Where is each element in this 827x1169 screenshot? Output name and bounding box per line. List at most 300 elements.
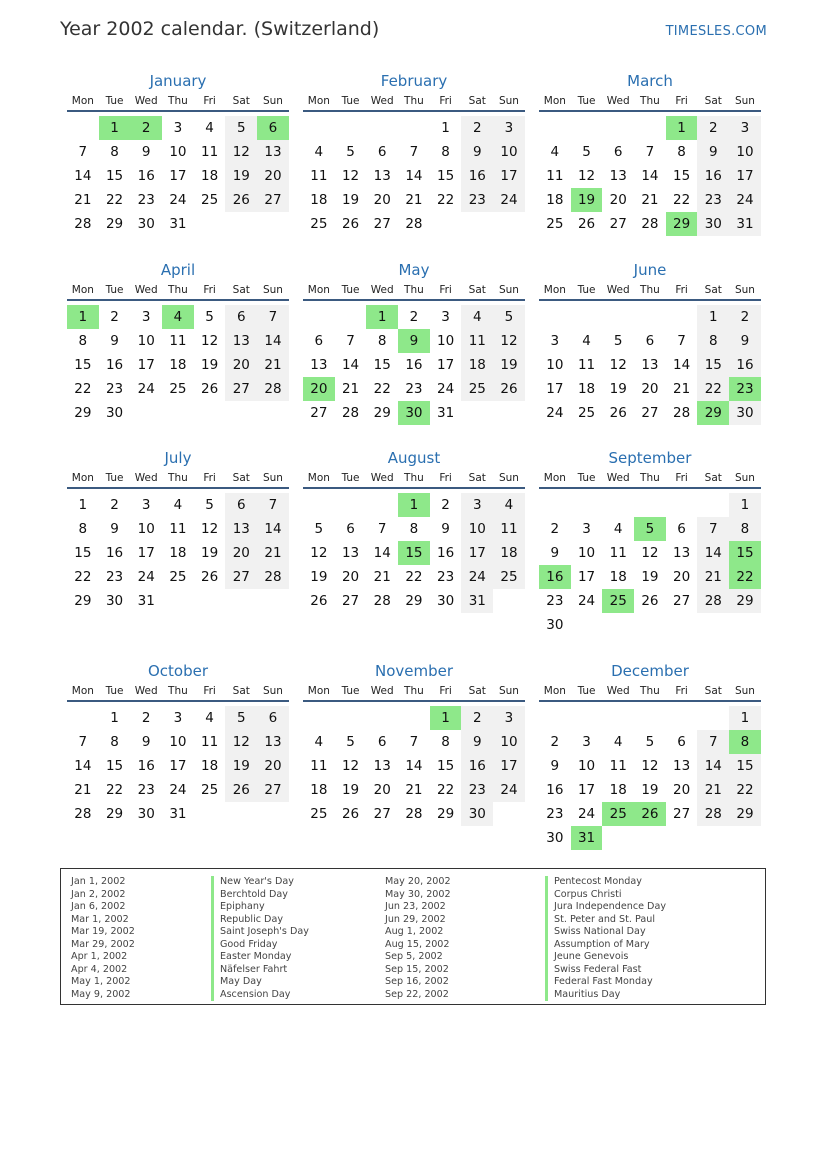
day-cell: 16 bbox=[405, 357, 423, 373]
day-cell: 10 bbox=[493, 140, 525, 164]
day-cell: 1 bbox=[78, 497, 88, 513]
empty-cell bbox=[571, 706, 603, 730]
legend-holiday-name: Assumption of Mary bbox=[545, 939, 650, 952]
legend-date: May 9, 2002 bbox=[71, 988, 131, 1000]
weekday-header bbox=[539, 281, 761, 301]
day-cell: 25 bbox=[169, 569, 187, 585]
day-cell: 11 bbox=[609, 758, 627, 774]
day-cell: 12 bbox=[225, 140, 257, 164]
empty-cell bbox=[539, 493, 571, 517]
holiday-legend bbox=[60, 868, 766, 1005]
legend-holiday-name: May Day bbox=[211, 976, 262, 989]
day-cell: 15 bbox=[673, 168, 691, 184]
day-cell: 5 bbox=[493, 305, 525, 329]
day-cell: 7 bbox=[257, 493, 289, 517]
day-grid bbox=[67, 116, 289, 236]
day-cell: 30 bbox=[105, 405, 124, 421]
day-cell: 14 bbox=[673, 357, 691, 373]
day-cell: 18 bbox=[310, 782, 328, 798]
day-cell: 4 bbox=[314, 734, 324, 750]
empty-cell bbox=[130, 401, 162, 425]
day-cell: 3 bbox=[173, 710, 183, 726]
weekday-label: Fri bbox=[675, 284, 688, 296]
day-cell: 15 bbox=[105, 758, 124, 774]
weekday-header bbox=[539, 682, 761, 702]
day-cell: 3 bbox=[493, 116, 525, 140]
weekday-label: Wed bbox=[370, 95, 394, 107]
day-cell: 18 bbox=[201, 758, 219, 774]
empty-cell bbox=[225, 589, 257, 613]
day-cell: 2 bbox=[729, 305, 761, 329]
day-cell: 24 bbox=[137, 381, 155, 397]
day-cell: 29 bbox=[74, 405, 92, 421]
empty-cell bbox=[571, 613, 603, 637]
day-cell: 6 bbox=[645, 333, 655, 349]
day-cell: 3 bbox=[141, 497, 151, 513]
day-cell: 2 bbox=[141, 710, 151, 726]
weekday-label: Wed bbox=[370, 284, 394, 296]
empty-cell bbox=[697, 493, 729, 517]
day-cell: 13 bbox=[373, 758, 391, 774]
day-cell: 5 bbox=[314, 521, 324, 537]
day-cell: 18 bbox=[609, 569, 627, 585]
weekday-label: Mon bbox=[307, 472, 330, 484]
empty-cell bbox=[67, 116, 99, 140]
weekday-label: Sun bbox=[498, 284, 519, 296]
empty-cell bbox=[571, 116, 603, 140]
day-cell: 7 bbox=[677, 333, 686, 349]
day-cell: 17 bbox=[137, 357, 155, 373]
day-cell: 15 bbox=[74, 545, 92, 561]
day-cell: 24 bbox=[577, 593, 596, 609]
weekday-label: Sun bbox=[498, 685, 519, 697]
day-cell: 24 bbox=[729, 188, 761, 212]
day-cell: 28 bbox=[673, 405, 691, 421]
weekday-label: Fri bbox=[439, 95, 452, 107]
day-cell: 13 bbox=[609, 168, 627, 184]
day-cell: 1 bbox=[697, 305, 729, 329]
day-cell: 20 bbox=[373, 782, 391, 798]
legend-date: Mar 1, 2002 bbox=[71, 913, 129, 925]
day-cell: 28 bbox=[697, 589, 729, 613]
day-cell: 23 bbox=[137, 782, 155, 798]
day-cell: 22 bbox=[437, 192, 455, 208]
day-cell: 7 bbox=[409, 144, 419, 160]
day-cell: 23 bbox=[461, 778, 493, 802]
day-cell: 15 bbox=[373, 357, 391, 373]
day-cell: 28 bbox=[74, 216, 92, 232]
holiday-day-cell: 1 bbox=[430, 706, 462, 730]
weekday-label: Tue bbox=[341, 284, 360, 296]
day-cell: 21 bbox=[697, 565, 729, 589]
day-cell: 15 bbox=[437, 168, 455, 184]
empty-cell bbox=[602, 116, 634, 140]
day-grid bbox=[303, 305, 525, 425]
empty-cell bbox=[666, 305, 698, 329]
day-cell: 12 bbox=[341, 168, 360, 184]
day-cell: 6 bbox=[677, 521, 686, 537]
holiday-day-cell: 1 bbox=[366, 305, 398, 329]
holiday-day-cell: 22 bbox=[729, 565, 761, 589]
holiday-day-cell: 31 bbox=[571, 826, 603, 850]
weekday-header bbox=[303, 281, 525, 301]
day-cell: 9 bbox=[141, 734, 151, 750]
day-cell: 21 bbox=[257, 353, 289, 377]
day-cell: 21 bbox=[641, 192, 659, 208]
day-cell: 7 bbox=[346, 333, 355, 349]
day-cell: 16 bbox=[546, 782, 564, 798]
day-cell: 26 bbox=[225, 778, 257, 802]
day-cell: 24 bbox=[493, 778, 525, 802]
empty-cell bbox=[602, 613, 634, 637]
day-cell: 18 bbox=[546, 192, 564, 208]
day-cell: 11 bbox=[169, 521, 187, 537]
weekday-label: Thu bbox=[404, 472, 424, 484]
weekday-label: Sat bbox=[468, 95, 486, 107]
day-cell: 5 bbox=[613, 333, 623, 349]
day-cell: 23 bbox=[697, 188, 729, 212]
legend-date: Jan 2, 2002 bbox=[71, 888, 126, 900]
day-cell: 6 bbox=[314, 333, 324, 349]
day-cell: 23 bbox=[437, 569, 455, 585]
empty-cell bbox=[571, 305, 603, 329]
day-cell: 10 bbox=[729, 140, 761, 164]
day-cell: 20 bbox=[341, 569, 360, 585]
empty-cell bbox=[666, 706, 698, 730]
day-cell: 18 bbox=[310, 192, 328, 208]
weekday-label: Sun bbox=[734, 95, 755, 107]
legend-holiday-name: Federal Fast Monday bbox=[545, 976, 653, 989]
day-cell: 2 bbox=[697, 116, 729, 140]
holiday-day-cell: 20 bbox=[303, 377, 335, 401]
empty-cell bbox=[634, 613, 666, 637]
legend-holiday-name: Easter Monday bbox=[211, 951, 291, 964]
empty-cell bbox=[257, 589, 289, 613]
legend-date: May 1, 2002 bbox=[71, 976, 131, 987]
empty-cell bbox=[430, 212, 462, 236]
weekday-label: Mon bbox=[543, 95, 566, 107]
legend-holiday-name: Swiss Federal Fast bbox=[545, 964, 641, 977]
day-cell: 10 bbox=[493, 730, 525, 754]
day-cell: 1 bbox=[729, 706, 761, 730]
day-cell: 4 bbox=[461, 305, 493, 329]
day-cell: 17 bbox=[729, 164, 761, 188]
day-cell: 20 bbox=[257, 754, 289, 778]
empty-cell bbox=[225, 802, 257, 826]
weekday-label: Fri bbox=[203, 472, 216, 484]
legend-date: Sep 22, 2002 bbox=[385, 988, 449, 1000]
weekday-header bbox=[303, 469, 525, 489]
day-cell: 29 bbox=[105, 806, 124, 822]
day-cell: 16 bbox=[105, 545, 124, 561]
month-october bbox=[67, 660, 289, 826]
day-cell: 1 bbox=[110, 710, 119, 726]
empty-cell bbox=[194, 589, 226, 613]
day-cell: 12 bbox=[641, 758, 659, 774]
day-cell: 23 bbox=[546, 806, 564, 822]
day-cell: 7 bbox=[377, 521, 387, 537]
day-cell: 21 bbox=[673, 381, 691, 397]
day-cell: 10 bbox=[577, 758, 596, 774]
weekday-label: Tue bbox=[577, 284, 596, 296]
day-grid bbox=[303, 116, 525, 236]
weekday-header bbox=[303, 682, 525, 702]
day-cell: 17 bbox=[437, 357, 455, 373]
day-cell: 8 bbox=[441, 734, 450, 750]
weekday-label: Wed bbox=[370, 472, 394, 484]
day-cell: 6 bbox=[257, 706, 289, 730]
day-cell: 16 bbox=[697, 164, 729, 188]
day-cell: 26 bbox=[310, 593, 328, 609]
day-cell: 12 bbox=[225, 730, 257, 754]
day-cell: 9 bbox=[550, 545, 560, 561]
day-cell: 11 bbox=[201, 734, 219, 750]
day-cell: 12 bbox=[641, 545, 659, 561]
empty-cell bbox=[729, 613, 761, 637]
weekday-label: Mon bbox=[543, 685, 566, 697]
day-cell: 25 bbox=[577, 405, 596, 421]
day-cell: 10 bbox=[169, 144, 187, 160]
day-cell: 8 bbox=[110, 734, 119, 750]
day-cell: 31 bbox=[461, 589, 493, 613]
day-cell: 2 bbox=[461, 116, 493, 140]
holiday-day-cell: 30 bbox=[398, 401, 430, 425]
empty-cell bbox=[194, 401, 226, 425]
page-title: Year 2002 calendar. (Switzerland) bbox=[60, 18, 380, 40]
day-cell: 23 bbox=[105, 569, 124, 585]
day-cell: 17 bbox=[577, 782, 596, 798]
day-cell: 23 bbox=[461, 188, 493, 212]
day-cell: 15 bbox=[105, 168, 124, 184]
weekday-label: Sun bbox=[262, 95, 283, 107]
empty-cell bbox=[162, 589, 194, 613]
empty-cell bbox=[493, 589, 525, 613]
holiday-day-cell: 29 bbox=[697, 401, 729, 425]
weekday-label: Mon bbox=[307, 685, 330, 697]
day-cell: 26 bbox=[201, 569, 219, 585]
month-title: January bbox=[149, 72, 207, 90]
day-cell: 17 bbox=[577, 569, 596, 585]
day-cell: 21 bbox=[373, 569, 391, 585]
day-cell: 7 bbox=[697, 517, 729, 541]
weekday-label: Sat bbox=[232, 472, 250, 484]
holiday-day-cell: 25 bbox=[602, 802, 634, 826]
legend-holiday-name: Jura Independence Day bbox=[545, 901, 666, 914]
day-cell: 20 bbox=[257, 164, 289, 188]
holiday-day-cell: 4 bbox=[162, 305, 194, 329]
holiday-day-cell: 9 bbox=[398, 329, 430, 353]
day-cell: 14 bbox=[697, 541, 729, 565]
day-cell: 24 bbox=[137, 569, 155, 585]
day-grid bbox=[539, 493, 761, 637]
day-cell: 12 bbox=[493, 329, 525, 353]
day-cell: 21 bbox=[341, 381, 360, 397]
day-cell: 6 bbox=[613, 144, 623, 160]
legend-date: May 20, 2002 bbox=[385, 876, 451, 887]
day-cell: 14 bbox=[373, 545, 391, 561]
day-cell: 18 bbox=[201, 168, 219, 184]
day-cell: 16 bbox=[105, 357, 124, 373]
day-cell: 22 bbox=[74, 381, 92, 397]
empty-cell bbox=[539, 305, 571, 329]
day-cell: 1 bbox=[441, 120, 450, 136]
month-title: October bbox=[147, 662, 209, 680]
month-september bbox=[539, 447, 761, 637]
day-cell: 19 bbox=[609, 381, 627, 397]
day-cell: 3 bbox=[441, 309, 450, 325]
day-cell: 15 bbox=[437, 758, 455, 774]
day-cell: 27 bbox=[373, 216, 391, 232]
empty-cell bbox=[602, 706, 634, 730]
day-cell: 10 bbox=[461, 517, 493, 541]
legend-holiday-name: Ascension Day bbox=[211, 989, 290, 1002]
empty-cell bbox=[602, 493, 634, 517]
month-june bbox=[539, 259, 761, 425]
day-cell: 29 bbox=[373, 405, 391, 421]
day-cell: 13 bbox=[641, 357, 659, 373]
month-title: July bbox=[164, 449, 192, 467]
day-cell: 31 bbox=[137, 593, 155, 609]
day-cell: 27 bbox=[673, 806, 691, 822]
empty-cell bbox=[335, 706, 367, 730]
day-cell: 12 bbox=[341, 758, 360, 774]
weekday-label: Tue bbox=[341, 472, 360, 484]
day-cell: 22 bbox=[105, 782, 124, 798]
empty-cell bbox=[257, 401, 289, 425]
day-cell: 13 bbox=[257, 140, 289, 164]
day-grid bbox=[67, 493, 289, 613]
day-cell: 17 bbox=[493, 164, 525, 188]
legend-date: Jan 6, 2002 bbox=[71, 901, 126, 912]
weekday-label: Thu bbox=[640, 685, 660, 697]
day-cell: 19 bbox=[310, 569, 328, 585]
day-cell: 10 bbox=[546, 357, 564, 373]
day-cell: 8 bbox=[377, 333, 387, 349]
day-cell: 21 bbox=[74, 192, 92, 208]
month-title: May bbox=[398, 261, 430, 279]
month-march bbox=[539, 70, 761, 236]
day-cell: 14 bbox=[341, 357, 360, 373]
empty-cell bbox=[697, 613, 729, 637]
day-cell: 26 bbox=[225, 188, 257, 212]
day-cell: 4 bbox=[550, 144, 560, 160]
weekday-header bbox=[67, 469, 289, 489]
empty-cell bbox=[634, 116, 666, 140]
holiday-day-cell: 19 bbox=[571, 188, 603, 212]
legend-holiday-name: Saint Joseph's Day bbox=[211, 926, 309, 939]
weekday-label: Wed bbox=[134, 472, 158, 484]
holiday-day-cell: 29 bbox=[666, 212, 698, 236]
empty-cell bbox=[225, 401, 257, 425]
legend-date: Aug 1, 2002 bbox=[385, 926, 444, 937]
day-cell: 5 bbox=[582, 144, 591, 160]
day-cell: 29 bbox=[105, 216, 124, 232]
weekday-label: Sat bbox=[704, 284, 722, 296]
weekday-label: Mon bbox=[543, 284, 566, 296]
empty-cell bbox=[257, 802, 289, 826]
day-cell: 6 bbox=[346, 521, 355, 537]
day-cell: 16 bbox=[137, 168, 155, 184]
day-cell: 31 bbox=[729, 212, 761, 236]
day-cell: 10 bbox=[137, 333, 155, 349]
empty-cell bbox=[225, 212, 257, 236]
weekday-label: Thu bbox=[168, 284, 188, 296]
day-cell: 23 bbox=[405, 381, 423, 397]
weekday-label: Fri bbox=[203, 685, 216, 697]
empty-cell bbox=[539, 116, 571, 140]
day-cell: 24 bbox=[461, 565, 493, 589]
day-cell: 5 bbox=[346, 144, 355, 160]
day-cell: 30 bbox=[546, 617, 564, 633]
day-cell: 24 bbox=[437, 381, 455, 397]
month-august bbox=[303, 447, 525, 613]
holiday-day-cell: 15 bbox=[398, 541, 430, 565]
empty-cell bbox=[571, 493, 603, 517]
day-cell: 21 bbox=[74, 782, 92, 798]
day-cell: 4 bbox=[582, 333, 591, 349]
day-cell: 12 bbox=[201, 333, 219, 349]
day-cell: 8 bbox=[110, 144, 119, 160]
holiday-day-cell: 26 bbox=[634, 802, 666, 826]
legend-date: Sep 16, 2002 bbox=[385, 976, 449, 987]
empty-cell bbox=[602, 826, 634, 850]
holiday-day-cell: 1 bbox=[67, 305, 99, 329]
day-cell: 28 bbox=[697, 802, 729, 826]
legend-date: Mar 29, 2002 bbox=[71, 938, 135, 950]
day-cell: 5 bbox=[645, 734, 655, 750]
weekday-label: Tue bbox=[341, 95, 360, 107]
day-cell: 2 bbox=[110, 497, 119, 513]
day-cell: 7 bbox=[645, 144, 655, 160]
weekday-label: Tue bbox=[577, 685, 596, 697]
day-cell: 2 bbox=[461, 706, 493, 730]
day-cell: 31 bbox=[169, 216, 187, 232]
weekday-label: Tue bbox=[577, 472, 596, 484]
day-cell: 22 bbox=[373, 381, 391, 397]
day-cell: 20 bbox=[609, 192, 627, 208]
empty-cell bbox=[335, 116, 367, 140]
day-cell: 2 bbox=[110, 309, 119, 325]
brand-link[interactable]: TIMESLES.COM bbox=[665, 24, 767, 39]
weekday-label: Wed bbox=[134, 685, 158, 697]
legend-holiday-name: Mauritius Day bbox=[545, 989, 620, 1002]
day-cell: 23 bbox=[105, 381, 124, 397]
legend-holiday-name: Berchtold Day bbox=[211, 889, 288, 902]
empty-cell bbox=[194, 212, 226, 236]
legend-holiday-name: St. Peter and St. Paul bbox=[545, 914, 655, 927]
day-cell: 7 bbox=[697, 730, 729, 754]
day-cell: 16 bbox=[137, 758, 155, 774]
day-cell: 14 bbox=[257, 517, 289, 541]
empty-cell bbox=[493, 802, 525, 826]
empty-cell bbox=[729, 826, 761, 850]
weekday-label: Fri bbox=[675, 95, 688, 107]
day-cell: 6 bbox=[377, 734, 387, 750]
legend-date: Jan 1, 2002 bbox=[71, 876, 126, 887]
day-cell: 28 bbox=[373, 593, 391, 609]
weekday-label: Sat bbox=[232, 95, 250, 107]
day-cell: 27 bbox=[225, 565, 257, 589]
weekday-label: Fri bbox=[439, 284, 452, 296]
day-cell: 10 bbox=[437, 333, 455, 349]
day-cell: 14 bbox=[74, 758, 92, 774]
empty-cell bbox=[697, 706, 729, 730]
weekday-label: Sat bbox=[704, 95, 722, 107]
day-cell: 3 bbox=[550, 333, 560, 349]
day-cell: 5 bbox=[225, 116, 257, 140]
day-cell: 8 bbox=[78, 521, 88, 537]
day-cell: 28 bbox=[257, 565, 289, 589]
